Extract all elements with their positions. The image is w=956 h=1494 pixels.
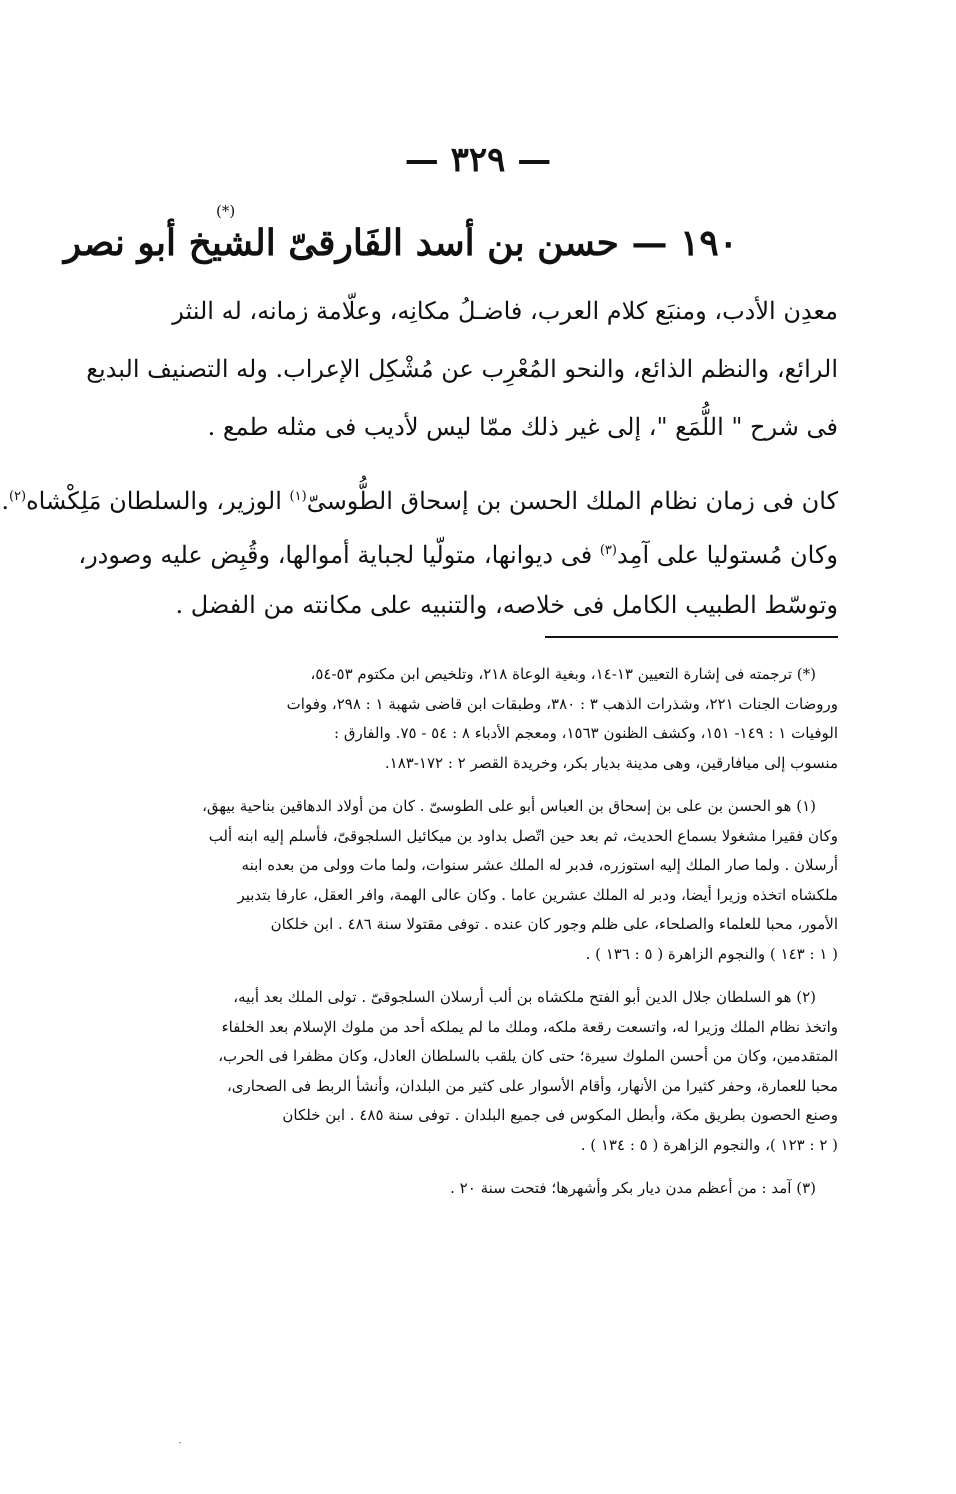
footnote-line: ( ١ : ١٤٣ ) والنجوم الزاهرة ( ٥ : ١٣٦ ) . [585, 944, 838, 963]
entry-title-text: ١٩٠ — حسن بن أسد الفَارقىّ الشيخ أبو نصر [63, 222, 738, 264]
footnote-line: منسوب إلى ميافارقين، وهى مدينة بديار بكر، وخريدة القصر ٢ : ١٧٢-١٨٣. [384, 753, 838, 772]
scan-speck: · [178, 1436, 182, 1450]
body-paragraph-2 [1, 470, 838, 632]
body-line: معدِن الأدب، ومنبَع كلام العرب، فاضـلُ مكانِه، وعلّامة زمانه، له النثر [172, 297, 838, 325]
body-text-segment: فى ديوانها، متولّيا لجباية أموالها، وقُبِض عليه وصودر، [78, 541, 600, 569]
footnote-1 [118, 792, 838, 969]
footnote-line: ( ٢ : ١٢٣ )، والنجوم الزاهرة ( ٥ : ١٣٤ ) . [580, 1135, 838, 1154]
footnote-ref: (١) [289, 489, 307, 504]
footnote-line: محبا للعمارة، وحفر كثيرا من الأنهار، وأقام الأسوار على كثير من البلدان، وأنشأ الربط فى الصحارى، [226, 1076, 838, 1095]
footnote-line: (٢) هو السلطان جلال الدين أبو الفتح ملكشاه بن ألب أرسلان السلجوقىّ . تولى الملك بعد أبيه، [233, 988, 816, 1006]
body-text-segment: . [1, 487, 9, 515]
page-number: — ٣٢٩ — [404, 140, 552, 180]
footnote-line: (*) ترجمته فى إشارة التعيين ١٣-١٤، وبغية الوعاة ٢١٨، وتلخيص ابن مكتوم ٥٣-٥٤، [310, 665, 816, 683]
body-line: فى شرح " اللُّمَع "، إلى غير ذلك ممّا ليس لأديب فى مثله طمع . [207, 413, 838, 441]
body-line [78, 524, 838, 578]
footnote-line: الوفيات ١ : ١٤٩- ١٥١، وكشف الظنون ١٥٦٣، ومعجم الأدباء ٨ : ٥٤ - ٧٥. والفارق : [334, 724, 838, 742]
entry-title [63, 202, 738, 264]
footnote-line: ملكشاه اتخذه وزيرا أيضا، ودبر له الملك عشرين عاما . وكان عالى الهمة، وافر العقل، عارفا بتدبير [237, 885, 838, 904]
body-line: الرائع، والنظم الذائع، والنحو المُعْرِب عن مُشْكِل الإعراب. وله التصنيف البديع [86, 355, 838, 383]
body-line [118, 578, 838, 632]
footnote-line: أرسلان . ولما صار الملك إليه استوزره، فدبر له الملك عشر سنوات، ولما مات وولى من بعده ابنه [241, 856, 838, 874]
body-text-segment: الوزير، والسلطان مَلِكْشاه [26, 487, 290, 515]
footnote-star [118, 660, 838, 778]
footnote-line: واتخذ نظام الملك وزيرا له، واتسعت رقعة ملكه، وملك ما لم يملكه أحد من ملوك الإسلام بعد الخلفاء [221, 1017, 838, 1036]
footnote-3 [118, 1174, 838, 1204]
body-line [1, 470, 838, 524]
footnotes [118, 660, 838, 1218]
body-paragraph-1 [86, 282, 838, 456]
footnote-line: (١) هو الحسن بن على بن إسحاق بن العباس أبو على الطوسىّ . كان من أولاد الدهاقين بناحية بيهق، [202, 797, 816, 815]
footnote-line: المتقدمين، وكان من أحسن الملوك سيرة؛ حتى كان يلقب بالسلطان العادل، وكان مظفرا فى الحرب، [218, 1047, 838, 1065]
footnote-line: وروضات الجنات ٢٢١، وشذرات الذهب ٣ : ٣٨٠، وطبقات ابن قاضى شهبة ١ : ٢٩٨، وفوات [286, 694, 838, 713]
body-text-segment: وتوسّط الطبيب الكامل فى خلاصه، والتنبيه على مكانته من الفضل . [175, 591, 838, 619]
footnote-line: (٣) آمد : من أعظم مدن ديار بكر وأشهرها؛ فتحت سنة ٢٠ . [450, 1179, 816, 1197]
footnote-ref: (٢) [8, 489, 27, 504]
footnote-separator [545, 636, 838, 638]
footnote-line: وكان فقيرا مشغولا بسماع الحديث، ثم بعد حين اتّصل بداود بن ميكائيل السلجوقىّ، فأسلم إليه ابنه ألب [208, 826, 838, 845]
entry-footnote-marker: (*) [216, 202, 236, 220]
footnote-ref: (٣) [599, 543, 617, 558]
footnote-line: وصنع الحصون بطريق مكة، وأبطل المكوس فى جميع البلدان . توفى سنة ٤٨٥ . ابن خلكان [282, 1106, 838, 1124]
footnote-2 [118, 983, 838, 1160]
footnote-line: الأمور، محبا للعلماء والصلحاء، على ظلم وجور كان عنده . توفى مقتولا سنة ٤٨٦ . ابن خلكان [270, 915, 838, 933]
body-text-segment: وكان مُستوليا على آمِد [616, 541, 838, 569]
body-text-segment: كان فى زمان نظام الملك الحسن بن إسحاق الطُّوسىّ [306, 487, 838, 515]
